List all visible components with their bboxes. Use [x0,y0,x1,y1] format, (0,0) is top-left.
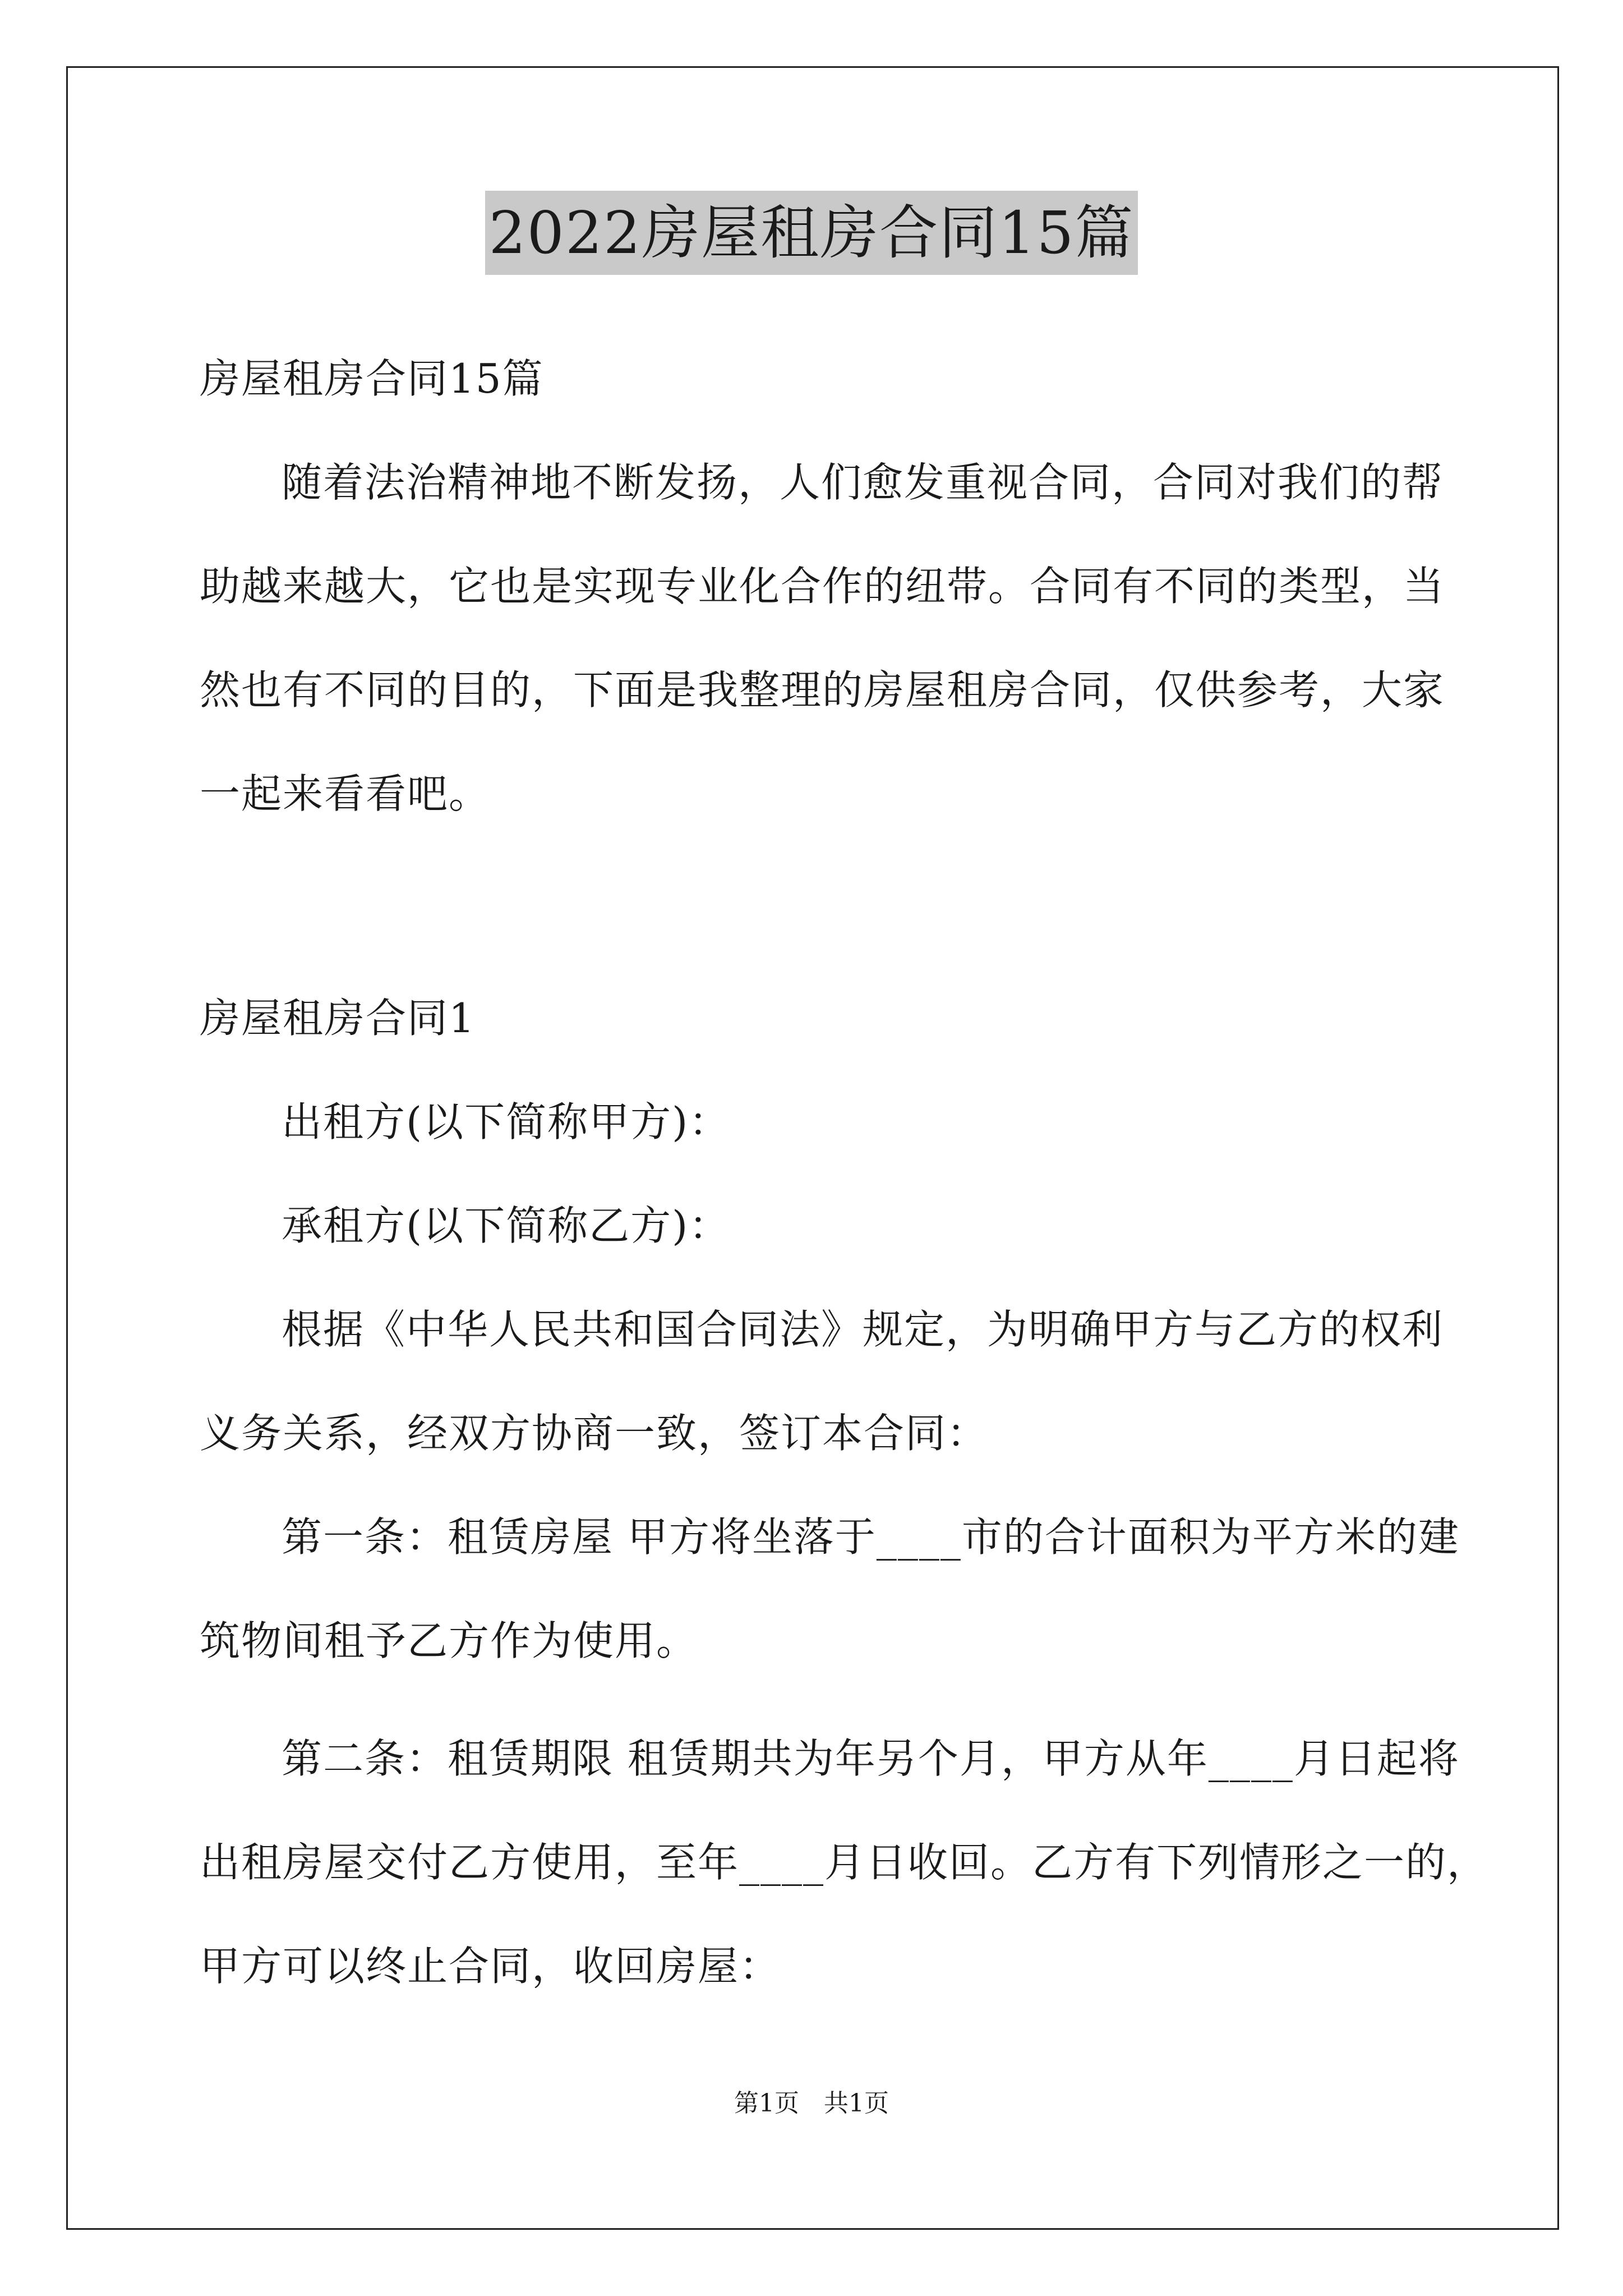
page-footer: 第1页 共1页 [734,2089,889,2118]
intro-line-4: 一起来看看吧。 [200,770,491,817]
document-title: 2022房屋租房合同15篇 [485,191,1137,275]
article2-line-2: 出租房屋交付乙方使用，至年____月日收回。乙方有下列情形之一的， [200,1839,1489,1886]
subtitle-line: 房屋租房合同15篇 [200,355,544,402]
basis-line-2: 义务关系，经双方协商一致，签订本合同： [200,1410,989,1457]
intro-line-2: 助越来越大，它也是实现专业化合作的纽带。合同有不同的类型，当 [200,563,1445,610]
intro-line-3: 然也有不同的目的，下面是我整理的房屋租房合同，仅供参考，大家 [200,666,1445,714]
article1-line-2: 筑物间租予乙方作为使用。 [200,1617,698,1664]
basis-line-1: 根据《中华人民共和国合同法》规定，为明确甲方与乙方的权利 [282,1306,1444,1353]
intro-line-1: 随着法治精神地不断发扬，人们愈发重视合同，合同对我们的帮 [282,459,1444,506]
title-wrap [0,191,1623,275]
article1-line-1: 第一条：租赁房屋 甲方将坐落于____市的合计面积为平方米的建 [282,1513,1460,1561]
article2-line-1: 第二条：租赁期限 租赁期共为年另个月，甲方从年____月日起将 [282,1735,1460,1782]
article2-line-3: 甲方可以终止合同，收回房屋： [200,1943,781,1990]
lessor-line: 出租方(以下简称甲方)： [282,1098,731,1145]
section-heading: 房屋租房合同1 [200,995,476,1042]
lessee-line: 承租方(以下简称乙方)： [282,1202,731,1249]
